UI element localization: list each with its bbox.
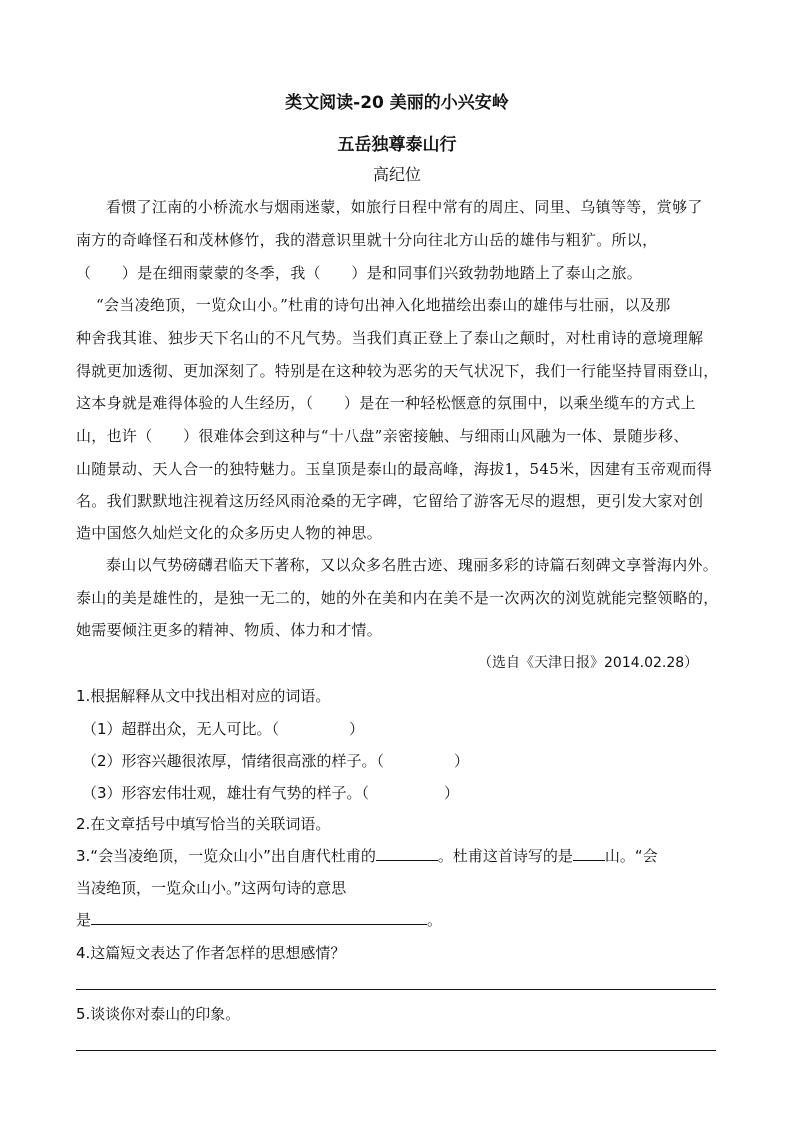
answer-line[interactable] [76,989,716,990]
question-text: 。杜甫这首诗写的是 [437,847,573,865]
question-3-answer [76,909,442,930]
question-text: （1）超群出众，无人可比。（ [82,720,280,738]
passage-source: （选自《天津日报》2014.02.28） [478,655,699,671]
question-3-cont: 当凌绝顶，一览众山小。”这两句诗的意思 [76,879,347,897]
passage-line: “会当凌绝顶，一览众山小。”杜甫的诗句出神入化地描绘出泰山的雄伟与壮丽，以及那 [96,296,671,314]
passage-line: 山随景动、天人合一的独特魅力。玉皇顶是泰山的最高峰，海拔1，545米，因建有玉帝观而得 [76,460,713,478]
passage-line: 她需要倾注更多的精神、物质、体力和才情。 [76,621,383,639]
question-2: 2.在文章括号中填写恰当的关联词语。 [76,815,331,833]
answer-blank[interactable] [376,846,438,861]
question-1-item-2 [82,750,469,771]
question-3 [76,845,658,866]
question-1: 1.根据解释从文中找出相对应的词语。 [76,687,331,705]
question-text: 3.“会当凌绝顶，一览众山小”出自唐代杜甫的 [76,847,376,865]
passage-line: （ ）是在细雨蒙蒙的冬季，我（ ）是和同事们兴致勃勃地踏上了泰山之旅。 [76,264,643,282]
question-1-item-1 [82,718,364,739]
question-text: 山。“会 [604,847,658,865]
answer-line[interactable] [76,1050,716,1051]
question-4: 4.这篇短文表达了作者怎样的思想感情？ [76,944,346,962]
question-text: 是 [76,911,92,929]
passage-line: 得就更加透彻、更加深刻了。特别是在这种较为恶劣的天气状况下，我们一行能坚持冒雨登山， [76,362,719,380]
passage-line: 南方的奇峰怪石和茂林修竹，我的潜意识里就十分向往北方山岳的雄伟与粗犷。所以， [76,231,658,249]
question-text: 。 [427,911,443,929]
close-paren: ） [444,784,460,802]
passage-author: 高纪位 [372,165,421,184]
passage-line: 泰山的美是雄性的，是独一无二的，她的外在美和内在美不是一次两次的浏览就能完整领略的， [76,589,719,607]
close-paren: ） [349,720,365,738]
question-text: （2）形容兴趣很浓厚，情绪很高涨的样子。（ [82,752,385,770]
passage-line: 看惯了江南的小桥流水与烟雨迷蒙，如旅行日程中常有的周庄、同里、乌镇等等，赏够了 [106,198,703,216]
worksheet-title: 类文阅读-20 美丽的小兴安岭 [285,93,509,113]
passage-line: 种舍我其谁、独步天下名山的不凡气势。当我们真正登上了泰山之颠时，对杜甫诗的意境理解 [76,329,704,347]
answer-blank[interactable] [91,910,427,925]
passage-line: 泰山以气势磅礴君临天下著称，又以众多名胜古迹、瑰丽多彩的诗篇石刻碑文享誉海内外。 [106,556,719,574]
close-paren: ） [454,752,470,770]
passage-line: 山，也许（ ）很难体会到这种与“十八盘”亲密接触、与细雨山风融为一体、景随步移、 [76,427,689,445]
passage-line: 造中国悠久灿烂文化的众多历史人物的神思。 [76,524,383,542]
passage-title: 五岳独尊泰山行 [337,135,457,155]
question-text: （3）形容宏伟壮观，雄壮有气势的样子。（ [82,784,370,802]
passage-line: 名。我们默默地注视着这历经风雨沧桑的无字碑，它留给了游客无尽的遐想，更引发大家对创 [76,492,704,510]
question-5: 5.谈谈你对泰山的印象。 [76,1005,241,1023]
answer-blank[interactable] [573,846,605,861]
passage-line: 这本身就是难得体验的人生经历，（ ）是在一种轻松惬意的氛围中，以乘坐缆车的方式上 [76,394,696,412]
question-1-item-3 [82,782,459,803]
